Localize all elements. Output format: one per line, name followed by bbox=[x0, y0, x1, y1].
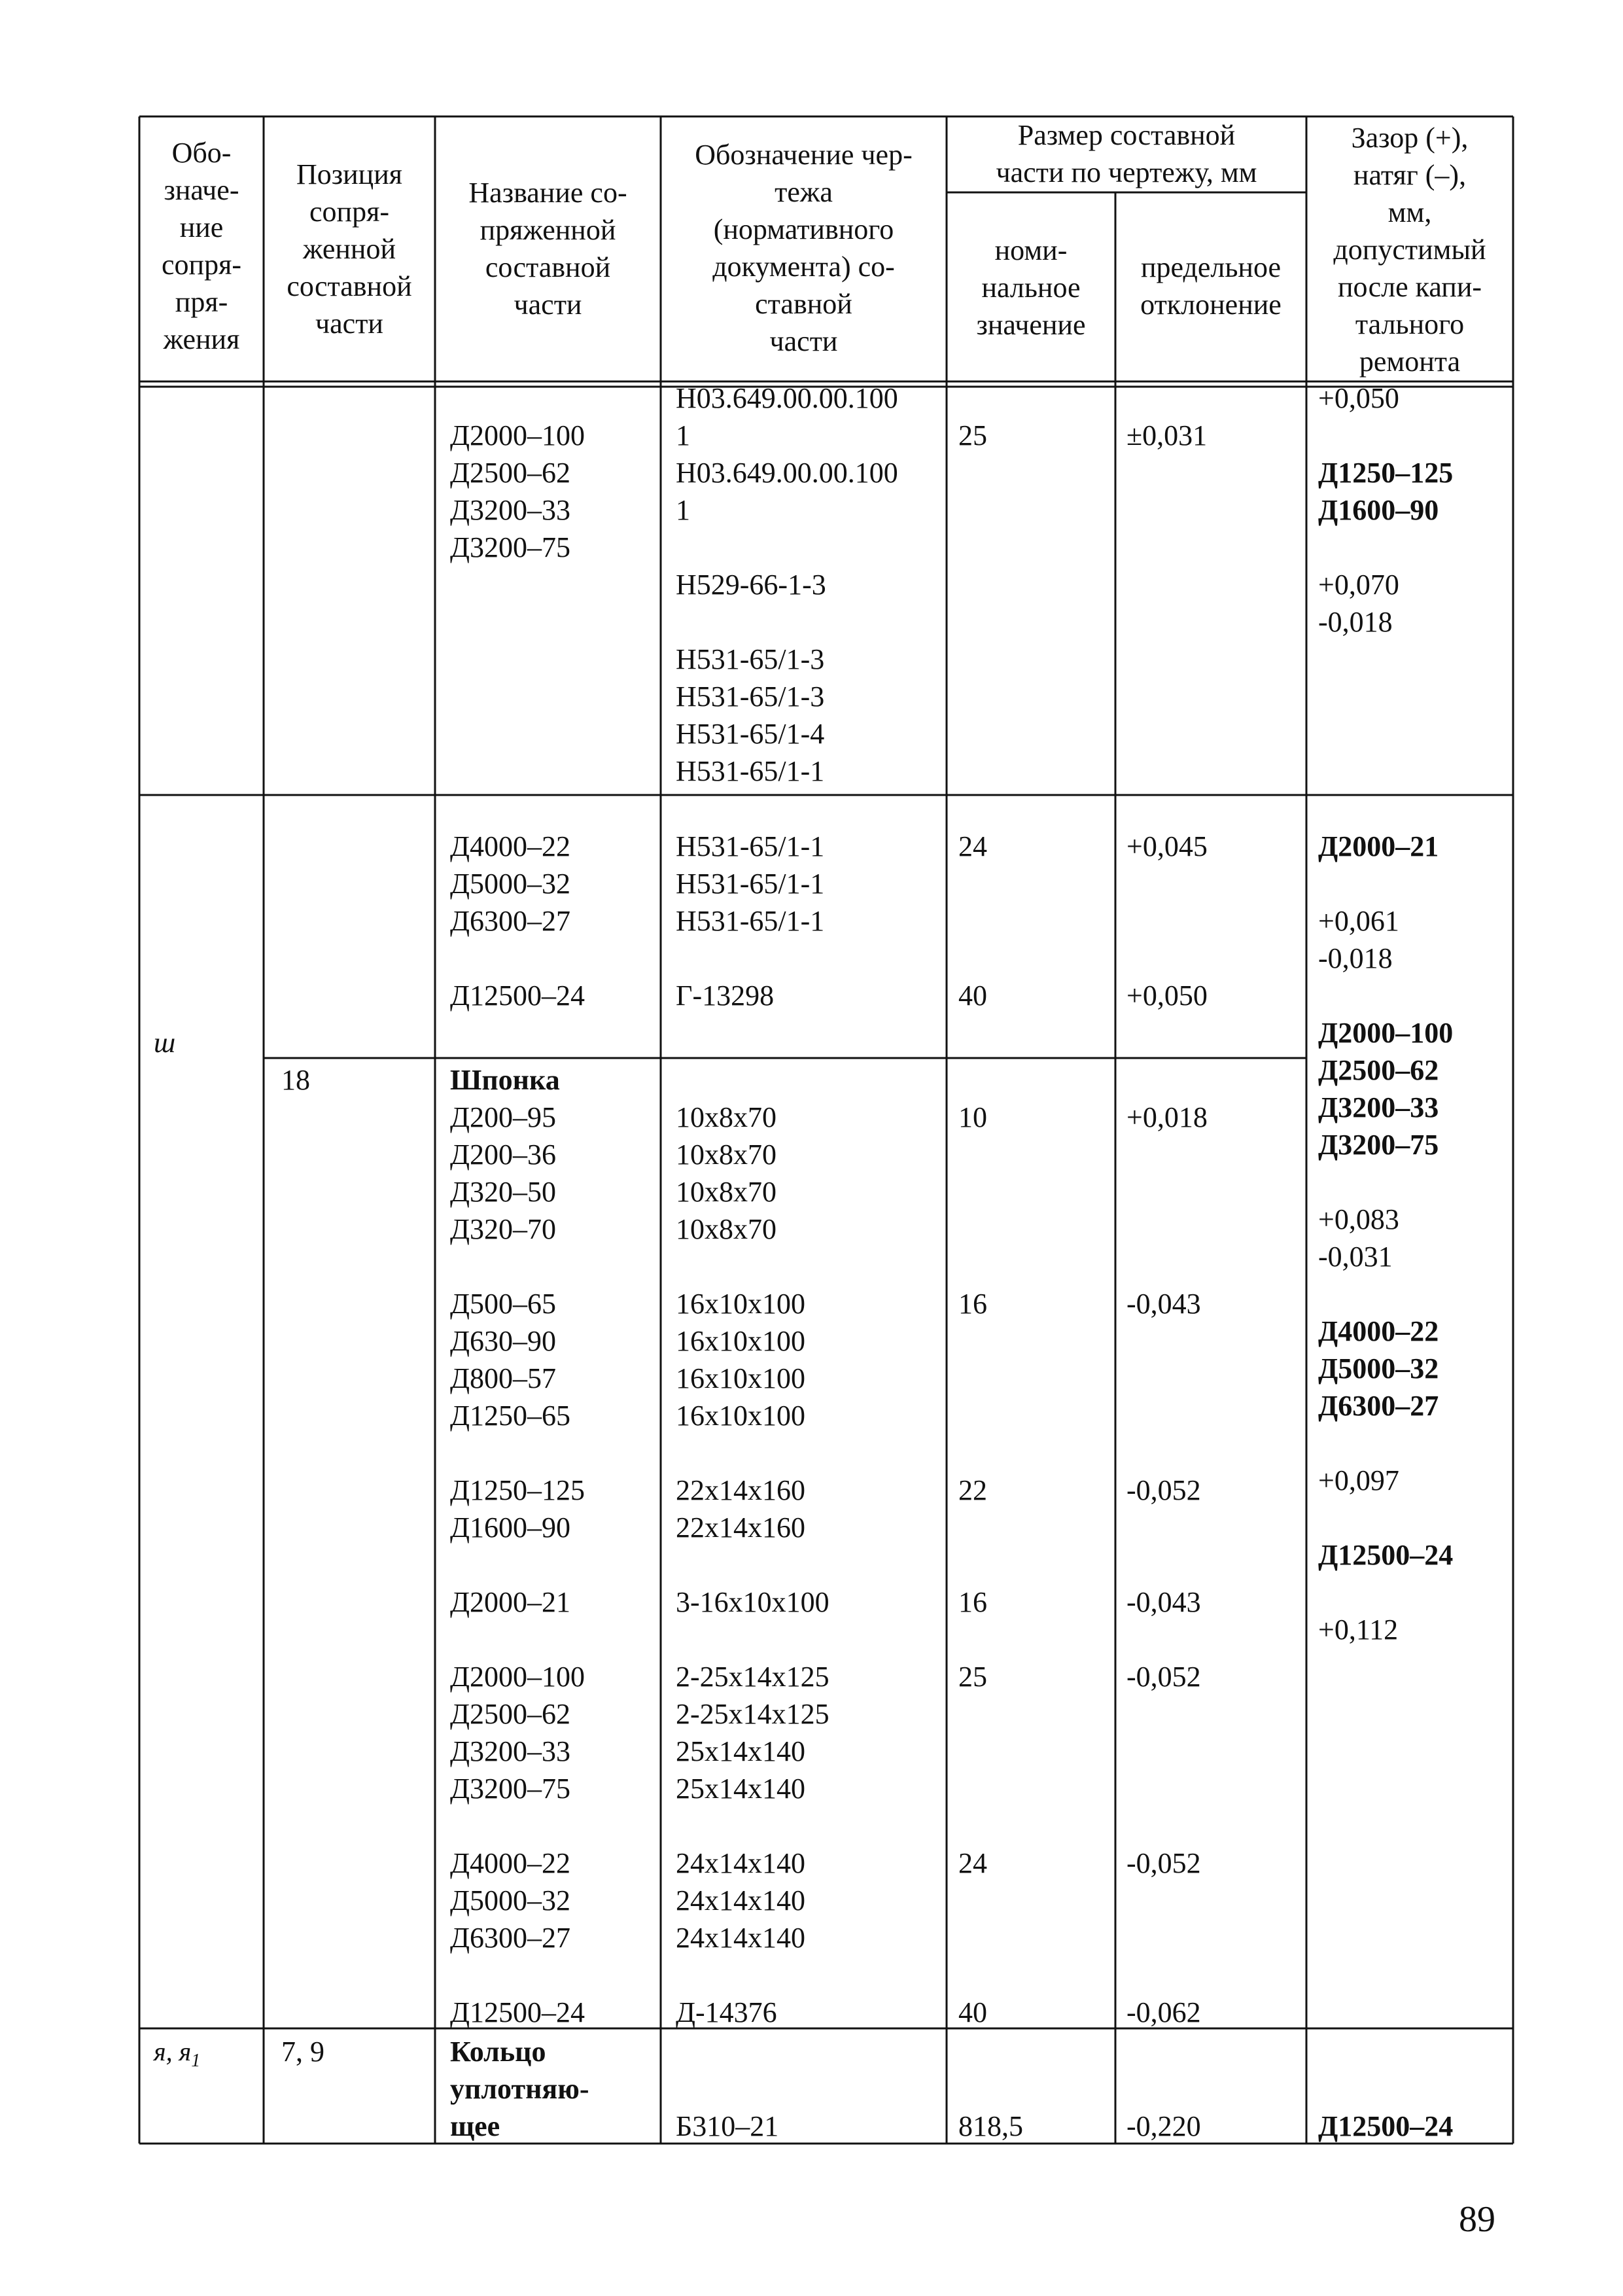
nominal-value: 25 bbox=[958, 419, 987, 451]
drawing-number: Н531-65/1-3 bbox=[676, 680, 825, 713]
part-name: Д500–65 bbox=[450, 1288, 557, 1320]
drawing-number: Н531-65/1-1 bbox=[676, 905, 825, 937]
header-clearance: Зазор (+), натяг (–), мм, допустимый после капи- тального ремонта bbox=[1333, 122, 1486, 378]
nominal-value: 22 bbox=[958, 1474, 987, 1506]
header-part-name: Название со- пряженной составной части bbox=[468, 177, 627, 321]
deviation-value: -0,052 bbox=[1126, 1847, 1201, 1879]
clearance-value: Д1250–125 bbox=[1318, 457, 1454, 489]
part-title: Шпонка bbox=[450, 1064, 560, 1096]
deviation-value: -0,043 bbox=[1126, 1586, 1201, 1618]
part-name: Д2000–100 bbox=[450, 1661, 585, 1693]
drawing-number: 10х8х70 bbox=[676, 1176, 777, 1208]
part-name: Д200–95 bbox=[450, 1101, 557, 1133]
drawing-number: Н531-65/1-1 bbox=[676, 830, 825, 862]
part-name: Д3200–75 bbox=[450, 1773, 571, 1805]
deviation-value: -0,043 bbox=[1126, 1288, 1201, 1320]
deviation-value: +0,018 bbox=[1126, 1101, 1208, 1133]
clearance-value: -0,018 bbox=[1318, 606, 1393, 638]
part-name: Д12500–24 bbox=[450, 980, 585, 1012]
drawing-number: 16х10х100 bbox=[676, 1400, 805, 1432]
drawing-number: Н03.649.00.00.100 bbox=[676, 457, 898, 489]
drawing-number: Н531-65/1-1 bbox=[676, 755, 825, 787]
deviation-value: +0,050 bbox=[1126, 980, 1208, 1012]
drawing-number: 24х14х140 bbox=[676, 1847, 805, 1879]
header-nominal: номи- нальное значение bbox=[976, 234, 1086, 341]
part-name: Д3200–33 bbox=[450, 1735, 571, 1767]
drawing-number: 2-25х14х125 bbox=[676, 1698, 829, 1730]
drawing-number: Н531-65/1-4 bbox=[676, 718, 825, 750]
part-name: Д2000–21 bbox=[450, 1586, 571, 1618]
clearance-value: Д5000–32 bbox=[1318, 1352, 1439, 1385]
clearance-value: Д2000–21 bbox=[1318, 830, 1439, 862]
clearance-value: Д12500–24 bbox=[1318, 1539, 1454, 1571]
drawing-number: Н531-65/1-3 bbox=[676, 643, 825, 675]
position-number: 18 bbox=[281, 1064, 310, 1096]
nominal-value: 25 bbox=[958, 1661, 987, 1693]
header-position: Позиция сопря- женной составной части bbox=[287, 158, 412, 340]
deviation-value: -0,062 bbox=[1126, 1996, 1201, 2028]
clearance-value: Д1600–90 bbox=[1318, 494, 1439, 526]
clearance-value: Д2000–100 bbox=[1318, 1017, 1454, 1049]
part-name: Д5000–32 bbox=[450, 1884, 571, 1916]
drawing-number: 22х14х160 bbox=[676, 1474, 805, 1506]
nominal-value: 16 bbox=[958, 1586, 987, 1618]
drawing-number: 10х8х70 bbox=[676, 1139, 777, 1171]
deviation-value: ±0,031 bbox=[1126, 419, 1208, 451]
part-name: Д1600–90 bbox=[450, 1511, 571, 1544]
part-name: Д320–50 bbox=[450, 1176, 557, 1208]
drawing-number: Б310–21 bbox=[676, 2110, 779, 2142]
drawing-number: Д-14376 bbox=[676, 1996, 777, 2028]
drawing-number: 10х8х70 bbox=[676, 1213, 777, 1245]
deviation-value: -0,220 bbox=[1126, 2110, 1201, 2142]
header-deviation: предельное отклонение bbox=[1140, 251, 1282, 321]
part-name: Д320–70 bbox=[450, 1213, 557, 1245]
clearance-value: +0,097 bbox=[1318, 1464, 1399, 1496]
part-name: Д6300–27 bbox=[450, 1922, 571, 1954]
nominal-value: 10 bbox=[958, 1101, 987, 1133]
deviation-value: +0,045 bbox=[1126, 830, 1208, 862]
mating-designation: ш bbox=[154, 1027, 176, 1059]
drawing-number: Г-13298 bbox=[676, 980, 775, 1012]
part-name: Д2500–62 bbox=[450, 457, 571, 489]
part-name: Д3200–33 bbox=[450, 494, 571, 526]
mating-designation: я, $я_1$ bbox=[154, 2037, 201, 2071]
clearance-value: -0,031 bbox=[1318, 1241, 1393, 1273]
nominal-value: 16 bbox=[958, 1288, 987, 1320]
nominal-value: 24 bbox=[958, 830, 987, 862]
designation-subscript: 1 bbox=[191, 2051, 201, 2071]
clearance-value: +0,070 bbox=[1318, 569, 1399, 601]
part-name: Д1250–65 bbox=[450, 1400, 571, 1432]
part-name: Д2500–62 bbox=[450, 1698, 571, 1730]
drawing-number: Н529-66-1-3 bbox=[676, 569, 826, 601]
nominal-value: 40 bbox=[958, 980, 987, 1012]
part-name: Д1250–125 bbox=[450, 1474, 585, 1506]
clearance-value: +0,061 bbox=[1318, 905, 1399, 937]
clearance-value: +0,112 bbox=[1318, 1614, 1399, 1646]
position-number: 7, 9 bbox=[281, 2036, 324, 2068]
clearance-value: Д6300–27 bbox=[1318, 1390, 1439, 1422]
clearance-value: Д12500–24 bbox=[1318, 2110, 1454, 2142]
drawing-number: 16х10х100 bbox=[676, 1325, 805, 1357]
clearance-value: Д4000–22 bbox=[1318, 1315, 1439, 1347]
clearance-value: +0,050 bbox=[1318, 382, 1399, 414]
drawing-number: 25х14х140 bbox=[676, 1735, 805, 1767]
part-title: Кольцо bbox=[450, 2036, 546, 2068]
header-drawing: Обозначение чер- тежа (нормативного документа) со- ставной части bbox=[695, 139, 913, 357]
page-number: 89 bbox=[1459, 2199, 1495, 2240]
nominal-value: 40 bbox=[958, 1996, 987, 2028]
drawing-number: 1 bbox=[676, 419, 690, 451]
drawing-number: 25х14х140 bbox=[676, 1773, 805, 1805]
deviation-value: -0,052 bbox=[1126, 1661, 1201, 1693]
clearance-value: +0,083 bbox=[1318, 1203, 1399, 1235]
part-name: Д800–57 bbox=[450, 1362, 557, 1394]
drawing-number: 2-25х14х125 bbox=[676, 1661, 829, 1693]
part-name: Д6300–27 bbox=[450, 905, 571, 937]
header-designation: Обо- значе- ние сопря- пря- жения bbox=[162, 137, 241, 355]
part-name: Д3200–75 bbox=[450, 531, 571, 563]
deviation-value: -0,052 bbox=[1126, 1474, 1201, 1506]
part-title: уплотняю- bbox=[450, 2073, 589, 2105]
clearance-value: Д3200–75 bbox=[1318, 1129, 1439, 1161]
drawing-number: 22х14х160 bbox=[676, 1511, 805, 1544]
drawing-number: 3-16х10х100 bbox=[676, 1586, 829, 1618]
part-name: Д5000–32 bbox=[450, 868, 571, 900]
part-name: Д200–36 bbox=[450, 1139, 557, 1171]
nominal-value: 818,5 bbox=[958, 2110, 1023, 2142]
drawing-number: Н03.649.00.00.100 bbox=[676, 382, 898, 414]
drawing-number: 24х14х140 bbox=[676, 1922, 805, 1954]
part-title: щее bbox=[450, 2110, 500, 2142]
drawing-number: 24х14х140 bbox=[676, 1884, 805, 1916]
clearance-value: Д2500–62 bbox=[1318, 1054, 1439, 1086]
drawing-number: 10х8х70 bbox=[676, 1101, 777, 1133]
drawing-number: Н531-65/1-1 bbox=[676, 868, 825, 900]
part-name: Д4000–22 bbox=[450, 1847, 571, 1879]
header-size: Размер составной части по чертежу, мм bbox=[996, 119, 1257, 188]
drawing-number: 16х10х100 bbox=[676, 1362, 805, 1394]
part-name: Д2000–100 bbox=[450, 419, 585, 451]
part-name: Д4000–22 bbox=[450, 830, 571, 862]
clearance-value: -0,018 bbox=[1318, 942, 1393, 974]
drawing-number: 16х10х100 bbox=[676, 1288, 805, 1320]
part-name: Д12500–24 bbox=[450, 1996, 585, 2028]
nominal-value: 24 bbox=[958, 1847, 987, 1879]
clearance-value: Д3200–33 bbox=[1318, 1091, 1439, 1123]
part-name: Д630–90 bbox=[450, 1325, 557, 1357]
drawing-number: 1 bbox=[676, 494, 690, 526]
